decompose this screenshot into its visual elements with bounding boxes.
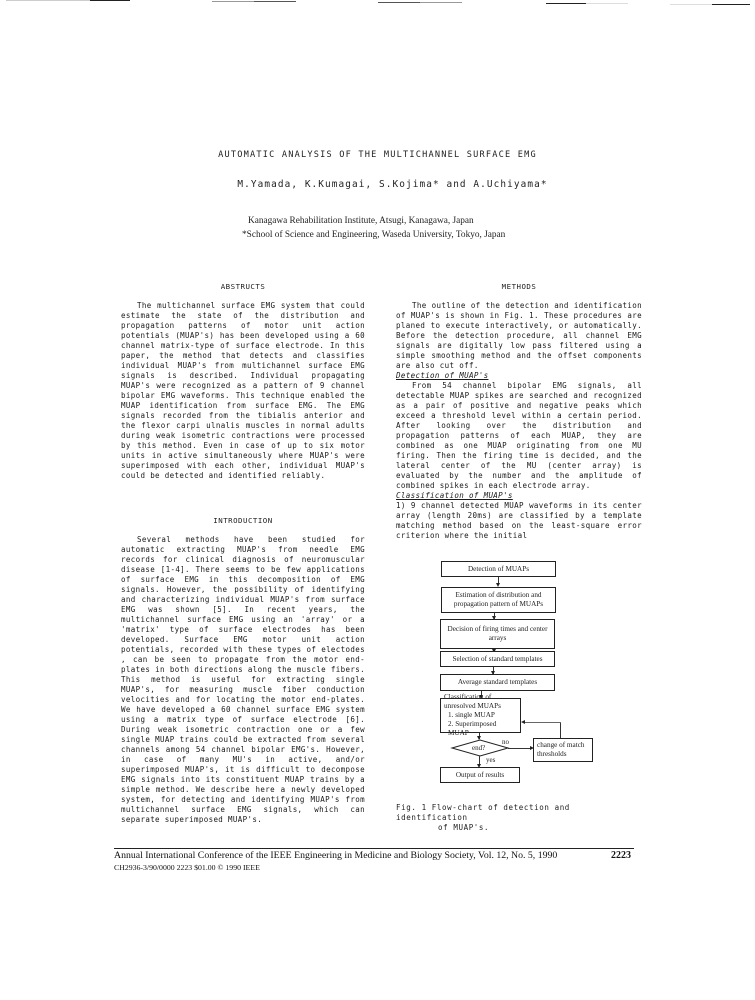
introduction-body bbox=[121, 535, 365, 825]
affiliation-1: Kanagawa Rehabilitation Institute, Atsugi, Kanagawa, Japan bbox=[248, 216, 474, 226]
flowchart-box-output: Output of results bbox=[440, 767, 520, 783]
abstract-body bbox=[121, 301, 365, 481]
flowchart-box-classification bbox=[440, 693, 521, 737]
scan-edge-marks bbox=[0, 0, 755, 6]
methods-body bbox=[396, 301, 642, 541]
flowchart-box-change-threshold: change of match thresholds bbox=[533, 738, 593, 762]
methods-heading: METHODS bbox=[501, 282, 537, 291]
introduction-heading: INTRODUCTION bbox=[213, 516, 273, 525]
footer-rule bbox=[114, 848, 634, 849]
paper-authors: M.Yamada, K.Kumagai, S.Kojima* and A.Uchiyama* bbox=[237, 179, 548, 190]
yes-label: yes bbox=[486, 756, 496, 764]
detection-paragraph: From 54 channel bipolar EMG signals, all detectable MUAP spikes are searched and recognized as a pair of positive and negative peaks which exceed a threshold level within a certain period. After looking over the distribution and propagation patterns of each MUAP, they are combined as one MUAP originating from one MU firing. Then the firing time is decided, and the lateral center of the MU (center array) is evaluated by the number and the amplitude of combined spikes in each electrode array. bbox=[396, 381, 642, 490]
copyright-line: CH2936-3/90/0000 2223 $01.00 © 1990 IEEE bbox=[114, 863, 260, 872]
introduction-paragraph: Several methods have been studied for automatic extracting MUAP's from needle EMG records for clinical diagnosis of neuromuscular disease [1-4]. There seems to be few applications of surface EMG in this decomposition of EMG signals. However, the possibility of identifying and characterizing individual MUAP's from surface EMG was shown [5]. In recent years, the multichannel surface EMG using an 'array' or a 'matrix' type of surface electrodes has been developed. Surface EMG motor unit action potentials, recorded with these types of electodes , can be seen to propagate from the motor end-plates in both directions along the muscle fibers. This method is useful for extracting single MUAP's, for measuring muscle fiber conduction velocities and for locating the motor end-plates. We have developed a 60 channel surface EMG system using a matrix type of surface electrode [6]. During weak isometric contraction one or a few single MUAP trains could be extracted from several channels among 54 channel bipolar EMG's. However, in case of many MU's in active, and/or superimposed MUAP's, it is difficult to decompose EMG signals into its constituent MUAP trains by a simple method. We describe here a newly developed system, for detecting and identifying MUAP's from multichannel surface EMG signals, which can separate superimposed MUAP's. bbox=[121, 535, 365, 824]
figure-caption bbox=[396, 803, 646, 833]
classification-subheading: Classification of MUAP's bbox=[396, 491, 513, 500]
classification-title: Classification of unresolved MUAPs bbox=[444, 693, 501, 710]
flowchart-box-selection: Selection of standard templates bbox=[440, 651, 555, 667]
detection-subheading: Detection of MUAP's bbox=[396, 371, 489, 380]
no-label: no bbox=[502, 738, 509, 746]
affiliation-2: *School of Science and Engineering, Waseda University, Tokyo, Japan bbox=[242, 230, 506, 240]
flowchart-box-decision-firing: Decision of firing times and center arrays bbox=[440, 619, 555, 649]
classification-item-2: 2. Superimposed MUAP bbox=[448, 720, 497, 737]
page-number: 2223 bbox=[611, 850, 631, 861]
caption-line-1: Fig. 1 Flow-chart of detection and identification bbox=[396, 803, 570, 822]
classification-item-1: 1. single MUAP bbox=[448, 711, 495, 719]
abstract-paragraph: The multichannel surface EMG system that could estimate the state of the distribution and propagation patterns of motor unit action potentials (MUAP's) has been developed using a 60 channel matrix-type of surface electrode. In this paper, the method that detects and classifies individual MUAP's from multichannel surface EMG signals is described. Individual propagating MUAP's were recognized as a pattern of 9 channel bipolar EMG waveforms. This technique enabled the MUAP identification from surface EMG. The EMG signals recorded from the tibialis anterior and the flexor carpi ulnalis muscles in normal adults during weak isometric contractions were processed by this method. Even in case of up to six motor units in active simultaneously where MUAP's were superimposed with each other, individual MUAP's could be detected and identified reliably. bbox=[121, 301, 365, 480]
conference-citation: Annual International Conference of the IEEE Engineering in Medicine and Biology Society, Vol. 12, No. 5, 1990 bbox=[114, 850, 558, 861]
flowchart-box-average: Average standard templates bbox=[440, 674, 555, 691]
classification-paragraph: 1) 9 channel detected MUAP waveforms in its center array (length 20ms) are classified by a template matching method based on the least-square error criterion where the initial bbox=[396, 501, 642, 540]
methods-intro-paragraph: The outline of the detection and identification of MUAP's is shown in Fig. 1. These procedures are planed to execute interactively, or automatically. Before the detection procedure, all channel EMG signals are digitally low pass filtered using a simple smoothing method and the offset components are also cut off. bbox=[396, 301, 642, 370]
flowchart-box-estimation: Estimation of distribution and propagation pattern of MUAPs bbox=[441, 587, 556, 613]
paper-title: AUTOMATIC ANALYSIS OF THE MULTICHANNEL SURFACE EMG bbox=[218, 150, 537, 160]
flowchart-box-detection: Detection of MUAPs bbox=[441, 561, 556, 577]
abstract-heading: ABSTRUCTS bbox=[220, 282, 266, 291]
caption-line-2: of MUAP's. bbox=[438, 823, 490, 832]
decision-label: end? bbox=[472, 744, 486, 752]
